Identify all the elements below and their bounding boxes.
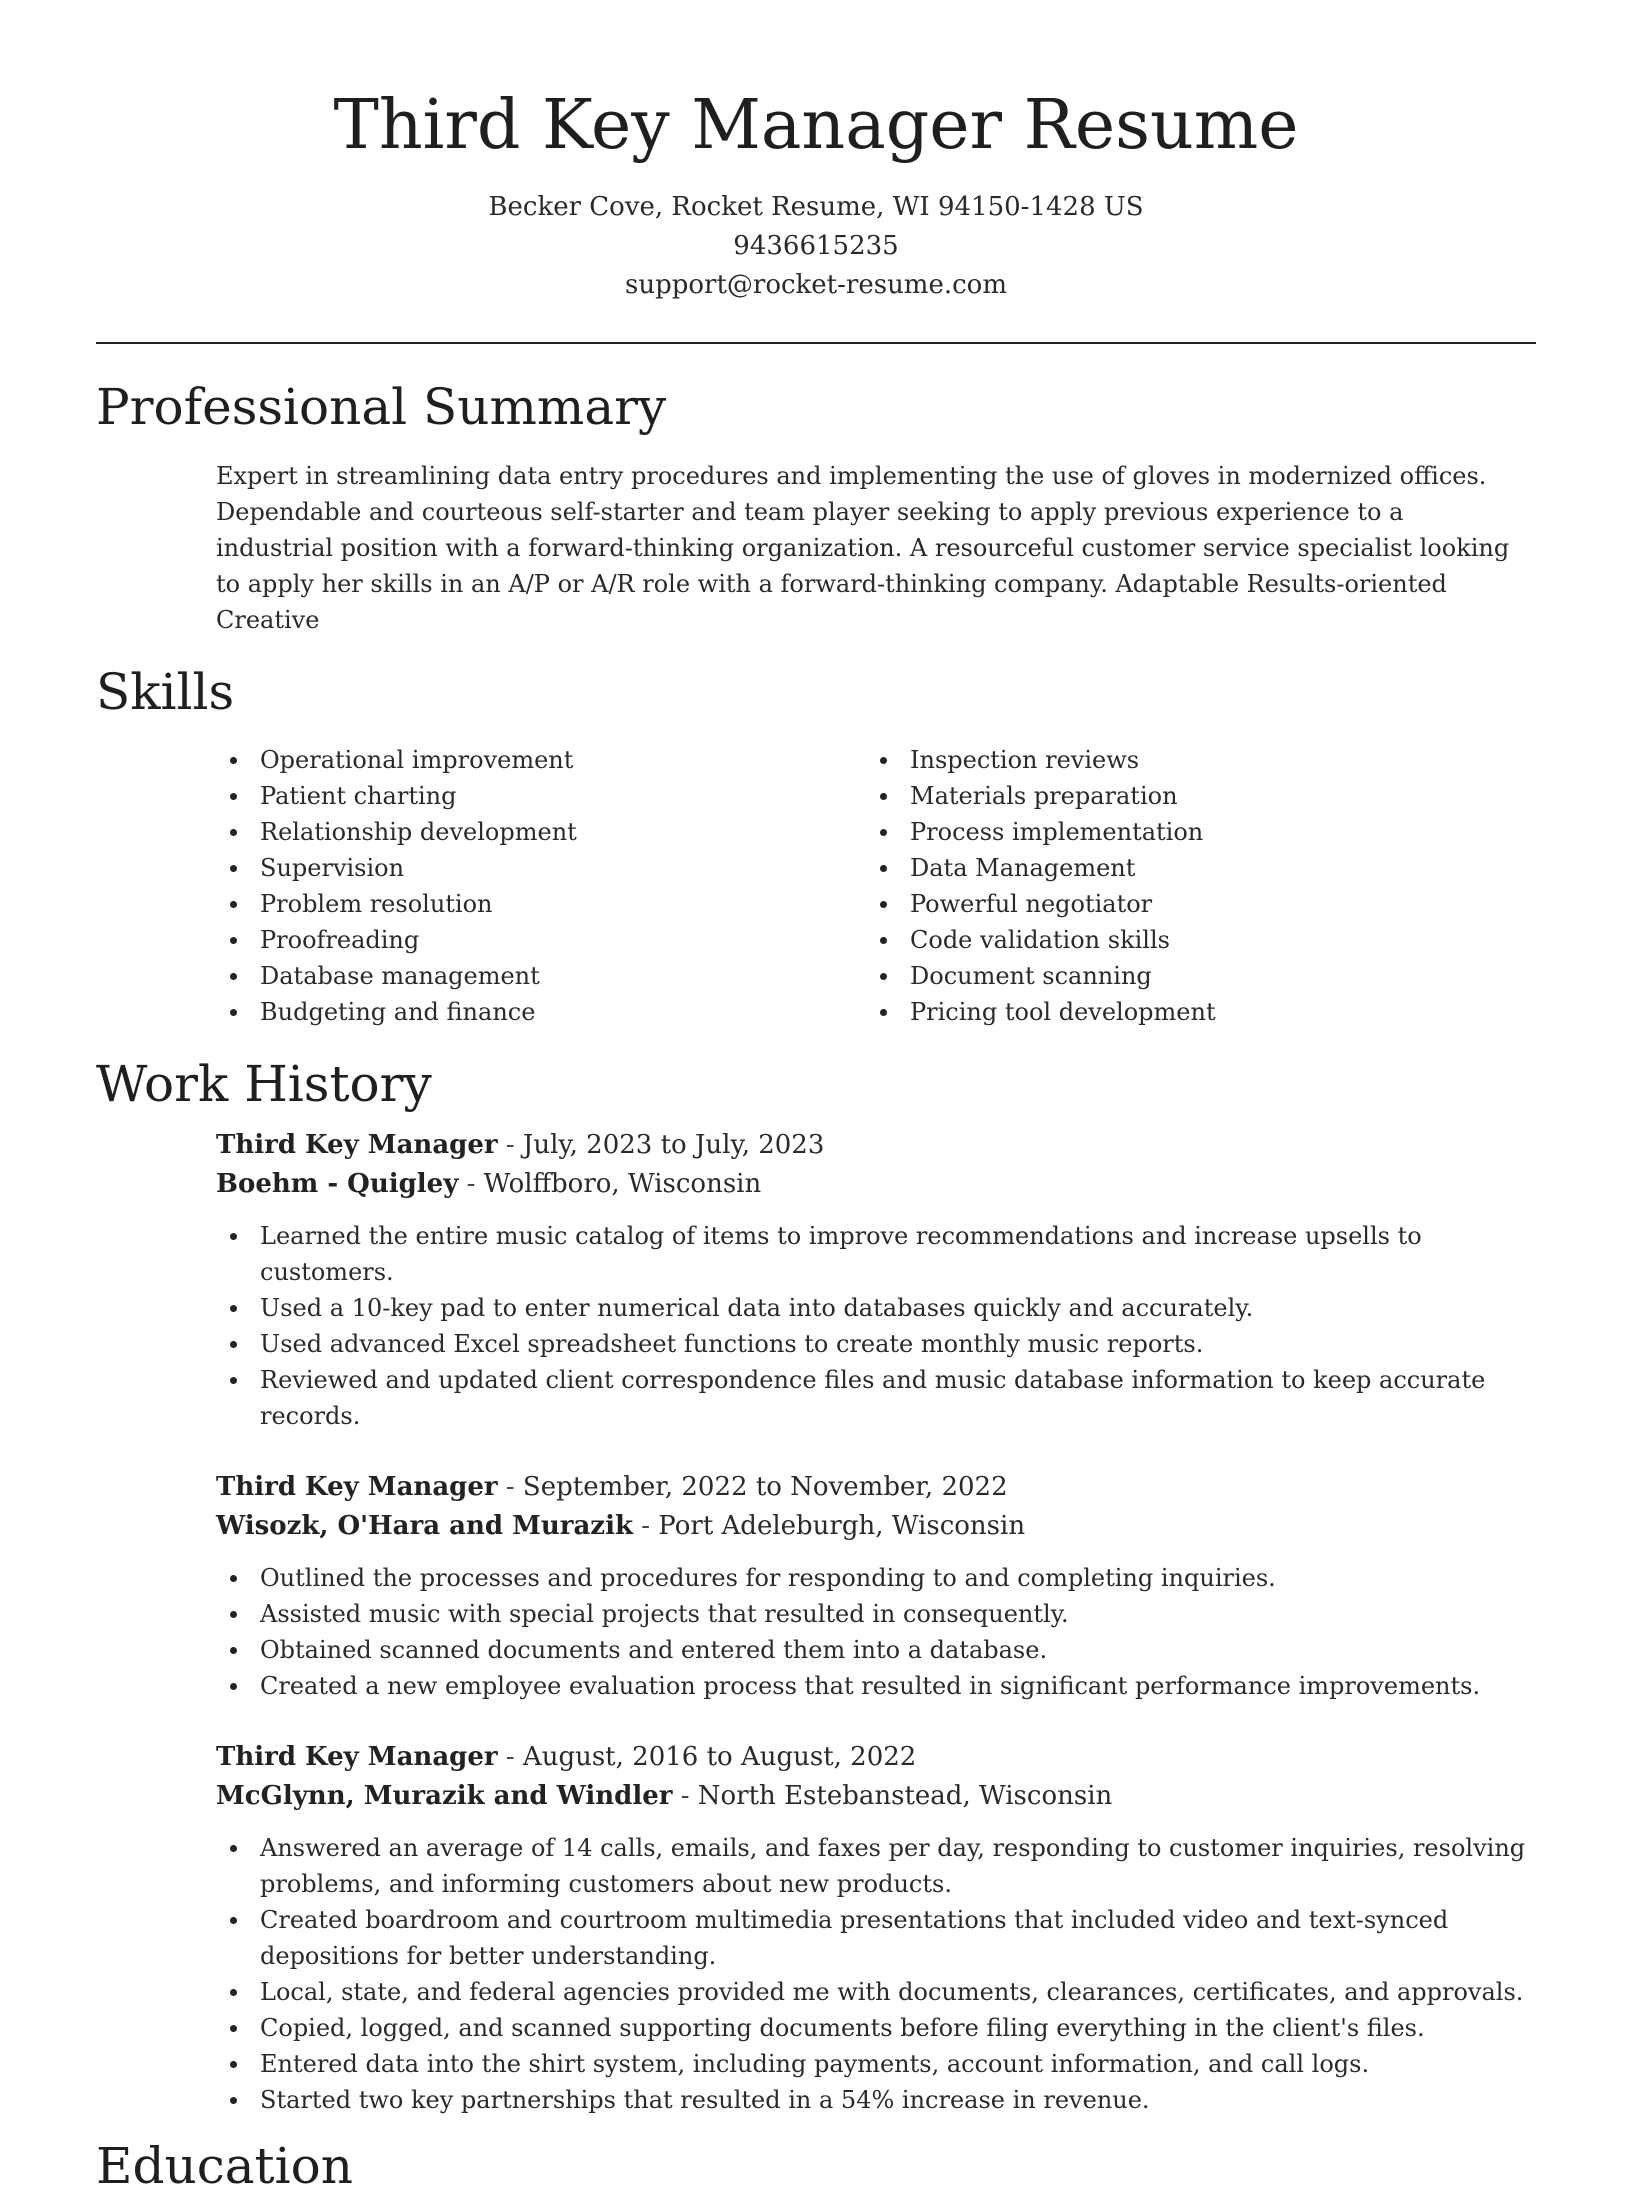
skill-item: Relationship development: [216, 814, 866, 850]
job-title-line: [216, 1468, 1536, 1507]
job-entry: [216, 1468, 1536, 1704]
separator: -: [632, 1511, 659, 1541]
education-heading: Education: [96, 2137, 353, 2195]
job-location: Port Adeleburgh, Wisconsin: [658, 1511, 1026, 1541]
job-entry: [216, 1738, 1536, 2118]
job-role: Third Key Manager: [216, 1472, 498, 1502]
job-role: Third Key Manager: [216, 1742, 498, 1772]
skill-item: Pricing tool development: [866, 994, 1516, 1030]
job-bullet: Copied, logged, and scanned supporting documents before filing everything in the client's files.: [216, 2010, 1536, 2046]
job-role: Third Key Manager: [216, 1130, 498, 1160]
job-bullets: [216, 1830, 1536, 2118]
job-bullets: [216, 1218, 1536, 1434]
resume-title: Third Key Manager Resume: [333, 86, 1299, 165]
skills-list: [216, 742, 1536, 1030]
job-dates: August, 2016 to August, 2022: [522, 1742, 917, 1772]
skills-heading: Skills: [96, 663, 235, 721]
skills-column-left: [216, 742, 866, 1030]
separator: -: [497, 1742, 523, 1772]
resume-page: [96, 0, 1536, 2196]
skill-item: Powerful negotiator: [866, 886, 1516, 922]
job-company-line: [216, 1165, 1536, 1204]
job-company: McGlynn, Murazik and Windler: [216, 1781, 673, 1811]
skill-item: Process implementation: [866, 814, 1516, 850]
job-entry: [216, 1126, 1536, 1434]
skill-item: Document scanning: [866, 958, 1516, 994]
job-bullet: Reviewed and updated client correspondence files and music database information to keep accurate records.: [216, 1362, 1536, 1434]
work-history-heading: Work History: [96, 1055, 432, 1113]
job-bullet: Learned the entire music catalog of items to improve recommendations and increase upsells to customers.: [216, 1218, 1536, 1290]
job-bullet: Started two key partnerships that resulted in a 54% increase in revenue.: [216, 2082, 1536, 2118]
job-bullet: Outlined the processes and procedures for responding to and completing inquiries.: [216, 1560, 1536, 1596]
job-bullets: [216, 1560, 1536, 1704]
job-bullet: Entered data into the shirt system, including payments, account information, and call logs.: [216, 2046, 1536, 2082]
skill-item: Proofreading: [216, 922, 866, 958]
job-company: Wisozk, O'Hara and Murazik: [216, 1511, 633, 1541]
job-location: North Estebanstead, Wisconsin: [697, 1781, 1113, 1811]
job-bullet: Used advanced Excel spreadsheet functions to create monthly music reports.: [216, 1326, 1536, 1362]
summary-heading: Professional Summary: [96, 378, 667, 436]
contact-phone: 9436615235: [733, 231, 899, 261]
skill-item: Budgeting and finance: [216, 994, 866, 1030]
summary-text: Expert in streamlining data entry procedures and implementing the use of gloves in modernized offices. Dependable and courteous self-starter and team player seeking to apply previous experience to a industrial position with a forward-thinking organization. A resourceful customer service specialist looking to apply her skills in an A/P or A/R role with a forward-thinking company. Adaptable Results-oriented Creative: [216, 462, 1510, 634]
job-company-line: [216, 1507, 1536, 1546]
job-bullet: Used a 10-key pad to enter numerical data into databases quickly and accurately.: [216, 1290, 1536, 1326]
skill-item: Data Management: [866, 850, 1516, 886]
job-company-line: [216, 1777, 1536, 1816]
skill-item: Code validation skills: [866, 922, 1516, 958]
job-dates: September, 2022 to November, 2022: [522, 1472, 1008, 1502]
job-bullet: Obtained scanned documents and entered them into a database.: [216, 1632, 1536, 1668]
skill-item: Operational improvement: [216, 742, 866, 778]
header-divider: [96, 342, 1536, 344]
job-title-line: [216, 1738, 1536, 1777]
contact-address: Becker Cove, Rocket Resume, WI 94150-1428 US: [488, 192, 1144, 222]
separator: -: [458, 1169, 484, 1199]
separator: -: [672, 1781, 698, 1811]
job-title-line: [216, 1126, 1536, 1165]
skill-item: Supervision: [216, 850, 866, 886]
job-bullet: Created boardroom and courtroom multimedia presentations that included video and text-synced depositions for better understanding.: [216, 1902, 1536, 1974]
skill-item: Database management: [216, 958, 866, 994]
job-bullet: Answered an average of 14 calls, emails, and faxes per day, responding to customer inquiries, resolving problems, and informing customers about new products.: [216, 1830, 1536, 1902]
job-location: Wolffboro, Wisconsin: [483, 1169, 762, 1199]
separator: -: [497, 1130, 523, 1160]
job-bullet: Assisted music with special projects that resulted in consequently.: [216, 1596, 1536, 1632]
skill-item: Inspection reviews: [866, 742, 1516, 778]
skill-item: Problem resolution: [216, 886, 866, 922]
resume-header: [96, 0, 1536, 305]
skill-item: Materials preparation: [866, 778, 1516, 814]
job-company: Boehm - Quigley: [216, 1169, 459, 1199]
contact-email: support@rocket-resume.com: [624, 270, 1007, 300]
skill-item: Patient charting: [216, 778, 866, 814]
job-dates: July, 2023 to July, 2023: [522, 1130, 825, 1160]
job-bullet: Created a new employee evaluation process that resulted in significant performance improvements.: [216, 1668, 1536, 1704]
skills-column-right: [866, 742, 1516, 1030]
separator: -: [497, 1472, 523, 1502]
job-bullet: Local, state, and federal agencies provided me with documents, clearances, certificates, and approvals.: [216, 1974, 1536, 2010]
